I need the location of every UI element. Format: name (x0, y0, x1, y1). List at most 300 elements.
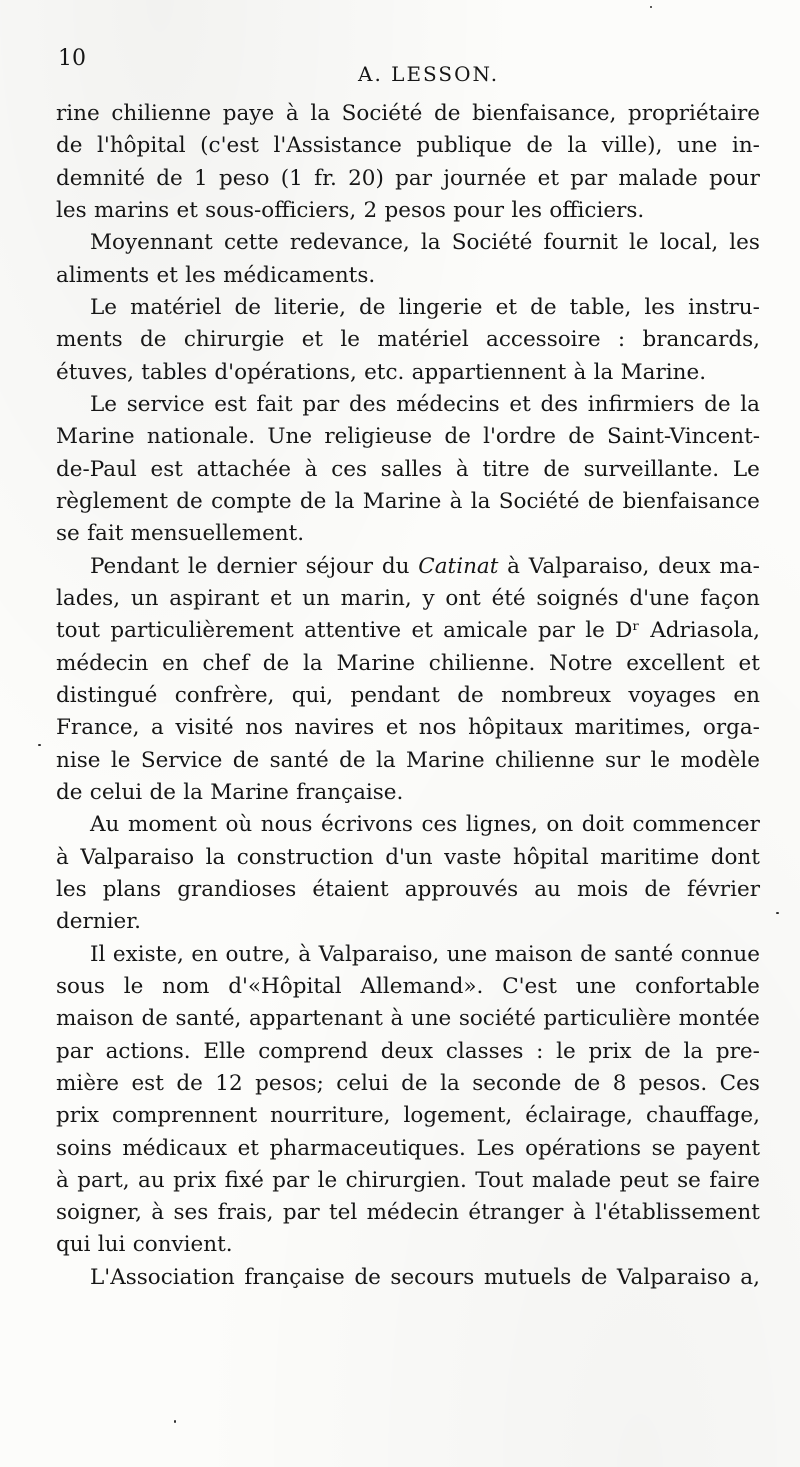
text-line (56, 971, 760, 1003)
word: seconde (472, 1070, 562, 1096)
word: de (401, 1070, 428, 1096)
word: à (507, 553, 520, 579)
word: nombreux (501, 682, 612, 708)
word: Une (267, 424, 313, 450)
word: à (304, 456, 318, 482)
word: nom (162, 973, 210, 999)
word: (c'est (200, 133, 259, 159)
word: a (151, 715, 164, 741)
word: redevance, (289, 230, 410, 256)
word: Valparaiso, (318, 941, 440, 967)
word: confortable (635, 973, 760, 999)
word: actions. (105, 1038, 191, 1064)
word: ces (421, 812, 458, 838)
word: religieuse (324, 424, 433, 450)
word: et (509, 391, 531, 417)
word: (1 (280, 165, 303, 191)
word: de (234, 294, 261, 320)
word: ville), (601, 133, 663, 159)
word: soins (56, 1135, 112, 1161)
word: santé, (175, 1006, 242, 1032)
word: nise (56, 747, 101, 773)
text-line (56, 1165, 760, 1197)
word: Moyennant (90, 230, 213, 256)
word: aspirant (169, 585, 260, 611)
word: opérations (525, 1135, 641, 1161)
word: Société (498, 488, 580, 514)
scan-speck (776, 912, 779, 914)
word: maritime (600, 844, 700, 870)
word: tout (56, 618, 101, 644)
word: du (381, 553, 410, 579)
word: confrère, (174, 682, 275, 708)
word: étaient (312, 876, 389, 902)
word: publique (416, 133, 512, 159)
word: France, (56, 715, 140, 741)
word: Service (140, 747, 223, 773)
word: celui (89, 779, 143, 805)
word: malade (618, 165, 698, 191)
word: à (455, 456, 469, 482)
word: prix (588, 1038, 632, 1064)
word: a, (740, 1264, 760, 1290)
word: sur (605, 747, 641, 773)
word: attachée (196, 456, 291, 482)
word: le (650, 747, 671, 773)
word: est (214, 391, 247, 417)
word: Pendant (90, 553, 180, 579)
word: chilienne (111, 101, 212, 126)
word: médicaments. (223, 262, 376, 288)
word: : (617, 327, 626, 353)
word: payent (686, 1135, 760, 1161)
word: appartiennent (411, 359, 567, 385)
word: connue (680, 941, 760, 967)
word: celui (336, 1070, 389, 1096)
word: et (176, 197, 198, 223)
word: hôpitaux (468, 715, 563, 741)
word: Ces (719, 1070, 760, 1096)
word: particulière (543, 1006, 672, 1032)
word: dernier (216, 553, 297, 579)
word: de (644, 1038, 671, 1064)
word: la (334, 488, 355, 514)
word: été (491, 585, 526, 611)
word: visité (175, 715, 234, 741)
word: pendant (350, 682, 440, 708)
word: à (449, 488, 463, 514)
word: se (677, 1167, 701, 1193)
word: en (191, 941, 218, 967)
word: cette (223, 230, 279, 256)
word: commencer (632, 812, 760, 838)
text-line (56, 874, 760, 906)
text-line (56, 357, 760, 389)
word: titre (482, 456, 530, 482)
text-line (56, 1197, 760, 1229)
word: nos (418, 715, 457, 741)
word: de (339, 747, 366, 773)
word: Le (732, 456, 760, 482)
word: lingerie (398, 294, 483, 320)
word: infirmiers (587, 391, 695, 417)
word: le (556, 1038, 576, 1064)
word: secours (390, 1264, 475, 1290)
word: vaste (444, 844, 502, 870)
word: excellent (626, 650, 725, 676)
word: et (237, 1135, 259, 1161)
text-line (56, 615, 760, 647)
word: ments (56, 327, 123, 353)
word: part, (77, 1167, 130, 1193)
word: orga- (702, 715, 760, 741)
word: Marine (56, 424, 135, 450)
word: classes (445, 1038, 524, 1064)
word: 20) (348, 165, 384, 191)
word: le (585, 618, 605, 644)
word: amicale (443, 618, 528, 644)
word: le (340, 327, 361, 353)
word: les (56, 197, 87, 223)
word: Dʳ (615, 618, 640, 644)
word: Allemand». (360, 973, 484, 999)
word: de (573, 1070, 601, 1096)
word: Valparaiso, (528, 553, 650, 579)
word: Marine (210, 779, 289, 805)
text-line (56, 389, 760, 421)
word: appartenant (248, 1006, 383, 1032)
word: de (704, 391, 731, 417)
word: en (733, 682, 760, 708)
word: mutuels (483, 1264, 572, 1290)
word: Elle (203, 1038, 246, 1064)
word: moment (127, 812, 217, 838)
word: Marine (336, 650, 416, 676)
text-line (56, 777, 760, 809)
word: la (420, 230, 441, 256)
text-line (56, 1036, 760, 1068)
word: la (205, 844, 226, 870)
word: demnité (56, 165, 145, 191)
word: Marine. (620, 359, 707, 385)
word: médecin (56, 650, 149, 676)
word: à (572, 1200, 586, 1226)
page-number: 10 (58, 46, 86, 71)
word: et (537, 165, 559, 191)
word: logement, (403, 1103, 513, 1129)
text-line (56, 98, 760, 130)
word: l'Assistance (273, 133, 402, 159)
word: on (546, 812, 574, 838)
word: fait (87, 521, 124, 547)
word: de (580, 1264, 608, 1290)
text-line (56, 809, 760, 841)
word: qui, (291, 682, 334, 708)
word: et (301, 327, 324, 353)
word: éclairage, (525, 1103, 634, 1129)
word: nationale. (146, 424, 256, 450)
word: pesos; (255, 1070, 324, 1096)
word: prix (56, 1103, 100, 1129)
word: pharmaceutiques. (269, 1135, 466, 1161)
word: février (686, 876, 760, 902)
word: de (299, 488, 327, 514)
text-line (56, 1100, 760, 1132)
word: se (651, 1135, 676, 1161)
word: ma- (719, 553, 760, 579)
word: ses (173, 1200, 209, 1226)
word: 12 (215, 1070, 243, 1096)
word: pour (709, 165, 760, 191)
word: en (162, 650, 189, 676)
word: la (440, 1070, 460, 1096)
text-line (56, 260, 760, 292)
word: de (568, 424, 595, 450)
word: le (187, 553, 208, 579)
word: une (575, 973, 617, 999)
text-line (56, 1068, 760, 1100)
word: par (538, 618, 575, 644)
word: lades, (56, 585, 121, 611)
word: 2 (363, 197, 378, 223)
word: la (567, 133, 588, 159)
word: de (526, 133, 553, 159)
word: officiers. (549, 197, 645, 223)
word: Le (90, 391, 118, 417)
word: de (176, 488, 203, 514)
word: matériel (377, 327, 469, 353)
word: d'opérations, (214, 359, 357, 385)
word: l'hôpital (97, 133, 186, 159)
word: frais, (217, 1200, 274, 1226)
word: literie, (274, 294, 346, 320)
word: chilienne. (428, 650, 536, 676)
word: de (580, 941, 607, 967)
word: étuves, (56, 359, 134, 385)
word: une (676, 133, 718, 159)
word: sous-officiers, (205, 197, 357, 223)
text-line (56, 551, 760, 583)
word: à (298, 941, 312, 967)
word: L'Association (90, 1264, 235, 1290)
text-line (56, 486, 760, 518)
word: et (270, 585, 292, 611)
word: Marine (406, 747, 485, 773)
word: modèle (680, 747, 760, 773)
body-text (56, 98, 760, 1294)
word: l'ordre (483, 424, 556, 450)
word: au (138, 1167, 165, 1193)
word: service (126, 391, 205, 417)
word: médecins (396, 391, 500, 417)
word: convient. (132, 1232, 233, 1258)
word: d'une (629, 585, 690, 611)
word: chirurgie (183, 327, 285, 353)
word: in- (731, 133, 760, 159)
word: étranger (468, 1200, 564, 1226)
word: fixé (224, 1167, 264, 1193)
word: fournit (543, 230, 618, 256)
word: mensuellement. (130, 521, 305, 547)
word: outre, (225, 941, 291, 967)
scan-speck (38, 744, 41, 746)
text-line (56, 518, 760, 550)
word: la (303, 650, 323, 676)
word: Tout (475, 1167, 524, 1193)
word: ces (331, 456, 368, 482)
text-line (56, 648, 760, 680)
word: santé (269, 747, 329, 773)
word: chilienne (494, 747, 595, 773)
word: française (244, 1264, 345, 1290)
word: Les (476, 1135, 515, 1161)
word: les (511, 197, 543, 223)
word: médecin (366, 1200, 460, 1226)
word: particulièrement (110, 618, 294, 644)
word: maritimes, (574, 715, 692, 741)
word: plans (102, 876, 162, 902)
word: pesos (384, 197, 446, 223)
word: est (150, 456, 183, 482)
text-line (56, 163, 760, 195)
word: par (272, 1167, 310, 1193)
word: brancards, (642, 327, 760, 353)
word: paye (222, 101, 275, 126)
word: une (446, 941, 488, 967)
word: soigner, (56, 1200, 142, 1226)
word: 1 (194, 165, 208, 191)
word: et (156, 262, 178, 288)
word: pesos. (638, 1070, 708, 1096)
word: lignes, (465, 812, 538, 838)
word: matériel (130, 294, 222, 320)
word: le (110, 747, 131, 773)
word: à (151, 1200, 165, 1226)
word: de (56, 779, 83, 805)
word: local, (659, 230, 719, 256)
word: de (354, 1264, 381, 1290)
word: la (183, 779, 203, 805)
word: mière (56, 1070, 119, 1096)
word: un (302, 585, 330, 611)
word: chirurgien. (345, 1167, 467, 1193)
word: la (310, 101, 331, 126)
word: par (282, 1200, 320, 1226)
word: et (411, 618, 433, 644)
word: des (540, 391, 578, 417)
word: etc. (364, 359, 405, 385)
text-line (56, 1003, 760, 1035)
word: la (470, 488, 491, 514)
word: marin, (340, 585, 412, 611)
word: l'établissement (595, 1200, 760, 1226)
word: dernier. (56, 909, 141, 935)
scan-speck (650, 6, 652, 8)
word: nous (260, 812, 313, 838)
word: à (390, 1006, 404, 1032)
word: Notre (549, 650, 613, 676)
word: tel (329, 1200, 358, 1226)
word: est (131, 1070, 164, 1096)
word: par (56, 1038, 93, 1064)
word: dont (710, 844, 760, 870)
text-line (56, 195, 760, 227)
word: salles (380, 456, 443, 482)
word: lui (97, 1232, 126, 1258)
word: de (543, 456, 570, 482)
word: par (302, 391, 340, 417)
word: de (156, 165, 183, 191)
word: le (123, 973, 144, 999)
word: par (395, 165, 432, 191)
word: les (644, 294, 676, 320)
word: mois (577, 876, 629, 902)
text-line (56, 227, 760, 259)
word: Le (90, 294, 118, 320)
word: soignés (536, 585, 619, 611)
word: séjour (305, 553, 374, 579)
word: bienfaisance, (472, 101, 617, 126)
word: chef (202, 650, 250, 676)
text-line (56, 421, 760, 453)
word: attentive (304, 618, 402, 644)
word: surveillante. (583, 456, 720, 482)
word: écrivons (321, 812, 413, 838)
word: bienfaisance (622, 488, 760, 514)
word: de (587, 488, 615, 514)
word: maison (494, 941, 573, 967)
word: Société (451, 230, 533, 256)
word: le (629, 230, 649, 256)
word: Au (90, 812, 120, 838)
text-line (56, 324, 760, 356)
word: instru- (688, 294, 760, 320)
word: au (534, 876, 561, 902)
word: de (444, 424, 471, 450)
word: marins (93, 197, 170, 223)
word: accessoire (486, 327, 601, 353)
word: de (644, 876, 671, 902)
text-line (56, 712, 760, 744)
word: Valparaiso (616, 1264, 731, 1290)
word: à (285, 101, 299, 126)
word: malade (531, 1167, 612, 1193)
word: une (410, 1006, 452, 1032)
word: la (593, 359, 614, 385)
running-title: A. LESSON. (358, 62, 500, 86)
text-line (56, 1133, 760, 1165)
word: comprend (258, 1038, 368, 1064)
word: et (495, 294, 517, 320)
word: de (262, 650, 290, 676)
text-line (56, 906, 760, 938)
text-line (56, 583, 760, 615)
word: qui (56, 1232, 91, 1258)
word: deux (380, 1038, 434, 1064)
word: de (530, 294, 557, 320)
word: journée (443, 165, 527, 191)
word: 8 (612, 1070, 627, 1096)
word: la (375, 747, 396, 773)
word: d'un (385, 844, 433, 870)
word: Société (341, 101, 423, 126)
word: règlement (56, 488, 168, 514)
word: et (738, 650, 760, 676)
word: : (536, 1038, 544, 1064)
word: médicaux (122, 1135, 227, 1161)
word: compte (211, 488, 292, 514)
word: à (56, 1167, 69, 1193)
